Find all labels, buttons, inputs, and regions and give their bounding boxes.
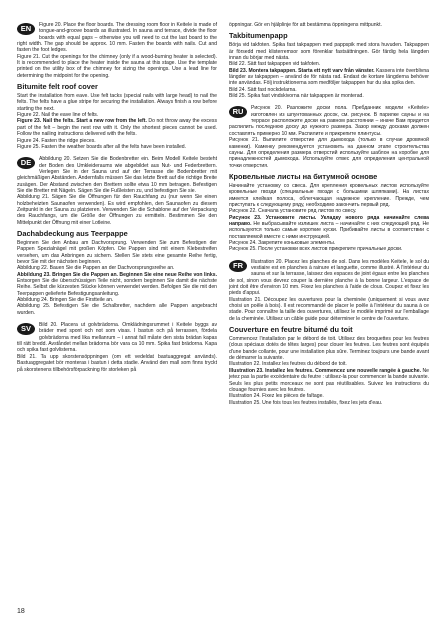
de-roof-body: Beginnen Sie den Anbau am Dachvorsprung. Verwenden Sie zum Befestigen der Pappen Spezialnägel mit großen Köpfen. Die Pappen sind mit einem Klebestreifen versehen, um das Anbringen zu sichern. Stellen Sie stets eine gesamte Reihe fertig, bevor Sie mit der nächsten beginnen. [17, 239, 217, 265]
sv-figure-21-continuation: öppningar. Gör en hjälplinje för att bestämma öppningens mittpunkt. [229, 22, 382, 28]
sv-figure-22-text: Bild 22. Sätt fast takpappen vid takfoten. [229, 61, 321, 68]
en-roof-body: Start the installation from eave. Use felt tacks (special nails with large head) to nail the felts. The felts have a glue stripe for securing the installation. Always finish a row before starting the next. [17, 93, 217, 112]
fr-figure-21-text: Illustration 21. Découpez les ouvertures pour la cheminée (uniquement si vous avez choisi un poêle à bois). Il est recommandé de placer le poêle à l'intérieur du sauna à ce stade. Pour connaître la taille des ouvertures, utilisez le modèle imprimé sur l'emballage de la cheminée. Utilisez un câble guide pour déterminer le centre de l'ouverture. [229, 296, 429, 322]
section-sv [17, 322, 217, 373]
language-badge-ru: RU [229, 106, 247, 118]
ru-figure-23-text [229, 215, 429, 240]
sv-figure-24-text: Bild 24. Sätt fast nockdelarna. [229, 86, 297, 93]
sv-figure-20-text: Bild 20. Placera ut golvbrädorna. Omklädningsrummet i Keitele byggs av bräder med spont och not som visas. I bastun och på terrassen, fördela golvbrädorna med lika mellanrum – i annat fall måste den sista brädan kapas till rätt bredd. Avståndet mellan brädorna bör vara ca 10 mm. Spika fast brädorna. Kapa och spika fast golvlisterna. [17, 322, 217, 354]
en-figure-21-text: Figure 21. Cut the openings for the chimney (only if a wood-burning heater is selected). It is recommended to place the heater inside the sauna at this stage. Use the template printed on the utility box of the chimney for sizing the openings. Use a lead line for determining the midpoint for the opening. [17, 53, 217, 79]
en-figure-25-text: Figure 25. Fasten the weather boards after all the felts have been installed. [17, 143, 187, 150]
de-figure-21-text: Abbildung 21. Sägen Sie die Öffnungen für den Rauchfang zu (nur wenn Sie einen holzbeheizten Saunaofen verwenden). Es wird empfohlen, den Saunaofen zu diesem Zeitpunkt in der Sauna zu platzieren. Verwenden Sie die Schablone auf der Verpackung des Rauchfangs, um die Größe der Öffnungen zu ermitteln. Bestimmen Sie den Mittelpunkt der Öffnung mit einer Lotleine. [17, 194, 217, 226]
ru-figure-22-text: Рисунок 22. Сначала установите ряд листов по свесу. [229, 208, 357, 215]
fr-figure-22-text: Illustration 22. Installez les feutres du débord de toit. [229, 361, 347, 368]
right-column [229, 22, 429, 412]
fr-figure-24-text: Illustration 24. Fixez les pièces de faîtage. [229, 393, 324, 400]
ru-figure-20-text: Рисунок 20. Разложите доски пола. Пребданник модели «Keitele» изготовлен из шпунтованных досок, см. рисунок. В парилке сауны и на террасе расположите доски на равном расстоянии – иначе Вам придется распилить последнюю доску до нужного размера. Зазор между досками должен составлять примерно 10 мм. Распилите и прикрепите плинтусы. [229, 105, 429, 137]
section-de [17, 156, 217, 316]
sv-figure-23-rest: Kassera inte överblivna längder av takpappen – använd de för nästa rad. Endast de kortare längderna behöver inte användas. Följ instruktionerna som medföljer takpappen hur du ska spika den. [229, 67, 429, 87]
ru-figure-24-text: Рисунок 24. Закрепите коньковые элементы. [229, 239, 336, 246]
de-figure-20-text: Abbildung 20. Setzen Sie die Bodenbretter ein. Beim Modell Keitele besteht der Boden des Umkleideraums wie abgebildet aus Nut- und Federbrettern. Verlegen Sie in der Sauna und auf der Terrasse die Bodenbretter mit gleichmäßigen Abständen. Andernfalls müssen Sie das letzte Brett auf die richtige Breite zusägen. Der Abstand zwischen den Brettern sollte etwa 10 mm betragen. Befestigen Sie die Bretter mit Nägeln. Sägen Sie die Fußleisten zu, und befestigen Sie sie. [17, 156, 217, 194]
fr-figure-20-text: Illustration 20. Placez les planches de sol. Dans les modèles Keitele, le sol du vestiaire est en planches à rainure et languette, comme illustré. À l'intérieur du sauna et sur la terrasse, laissez des espaces de joint égaux entre les planches de sol, sinon vous devrez couper la dernière planche à la bonne largeur. L'espace de joint doit être d'environ 10 mm. Fixez les planches à l'aide de clous. Coupez et fixez les pieds d'appui. [229, 258, 429, 297]
en-figure-23-rest: Do not throw away the excess part of the felt – begin the next row with it. Only the shortest pieces cannot be used. Follow the nailing instructions delivered with the felts. [17, 118, 217, 138]
de-figure-24-text: Abbildung 24. Bringen Sie die Firstteile an. [17, 297, 114, 304]
fr-roof-body: Commencez l'installation par le débord de toit. Utilisez des broquettes pour les feutres (clous spéciaux dotés de têtes larges) pour clouer les feutres. Les feutres sont équipés d'une bande collante, pour une installation plus sûre. Terminez toujours une bande avant de démarrer la suivante. [229, 336, 429, 362]
sv-heading-roof: Takbitumenpapp [229, 31, 288, 41]
sv-figure-25-text: Bild 25. Spika fast vindskivorna när takpappen är monterad. [229, 93, 364, 100]
de-figure-22-text: Abbildung 22. Bauen Sie die Pappen an der Dachvorsprungsreihe an. [17, 265, 175, 272]
en-figure-20-text: Figure 20. Place the floor boards. The dressing room floor in Keitele is made of tongue-and-groove boards as illustrated. In sauna and terrace, divide the floor boards with equal gaps – otherwise you will need to cut the last board to the right width. The gap should be approx. 10 mm. Fasten the boards with nails. Cut and fasten the foot ledges. [17, 22, 217, 54]
de-figure-25-text: Abbildung 25. Befestigen Sie die Schalbretter, nachdem alle Pappen angebracht wurden. [17, 303, 217, 316]
sv-roof-body: Börja vid takfoten. Spika fast takpappen med pappspik med stora huvuden. Takpappen är försedd med klisterremsor som förenklar fastsättningen. Gör färdig hela längden innan du börjar med nästa. [229, 42, 429, 62]
ru-figure-21-text: Рисунок 21. Выпилите отверстие для дымохода (только в случае дровяной каменки). Каменку рекомендуется установить на данном этапе строительства сауны. Для определения размера отверстий используйте шаблон на коробке для принадлежностей дымохода. Используйте отвес для определения центральной точки отверстия. [229, 137, 429, 169]
sv-figure-23-bold: Bild 23. Montera takpappen. Starta ett nytt varv från vänster. [229, 67, 375, 74]
section-fr [229, 259, 429, 406]
de-figure-23-bold: Abbildung 23. Bringen Sie die Pappen an. Beginnen Sie eine neue Reihe von links. [17, 271, 217, 278]
sv-figure-21-text: Bild 21. Ta upp skorstensöppningen (om ett vedeldat bastuaggregat används). Bastuaggregatet bör monteras i bastun i detta stadie. Använd den mall som finns tryckt på skorstenens tillbehörsförpackning för storleken på [17, 353, 217, 373]
ru-figure-23-bold: Рисунок 23. Установите листы. Укладку нового ряда начинайте слева направо. [229, 214, 429, 227]
en-figure-23-text [17, 118, 217, 137]
section-sv-continued [229, 22, 429, 99]
ru-figure-25-text: Рисунок 25. После установки всех листов прикрепите причальные доски. [229, 246, 403, 253]
ru-roof-body: Начинайте установку со свеса. Для крепления кровельных листов используйте кровельные гвозди (специальные гвозди с большими шляпками). На листах имеется клейкая полоса, облегчающая надежное крепление. Прежде, чем приступать к следующему ряду, необходимо закончить первый ряд. [229, 182, 429, 208]
fr-figure-23-text [229, 368, 429, 393]
section-en [17, 22, 217, 150]
language-badge-fr: FR [229, 260, 247, 272]
ru-figure-23-rest: Не выбрасывайте излишек листа – начинайте с них следующий ряд. Не используются только самые короткие куски. Прибивайте листы в соответствии с поставляемой вместе с ними инструкцией. [229, 220, 429, 240]
en-figure-23-bold: Figure 23. Nail the felts. Start a new row from the left. [17, 118, 147, 125]
language-badge-sv: SV [17, 323, 35, 335]
page-number: 18 [17, 608, 25, 615]
en-figure-22-text: Figure 22. Nail the eave line of felts. [17, 112, 99, 119]
en-heading-roof: Bitumite felt roof cover [17, 82, 98, 92]
fr-figure-25-text: Illustration 25. Une fois tous les feutres installés, fixez les jets d'eau. [229, 399, 383, 406]
fr-figure-23-rest: Ne jetez pas la partie excédentaire du feutre : utilisez-la pour commencer la bande suivante. Seuls les plus petits morceaux ne sont pas réutilisables. Suivez les instructions du clouage fournies avec les feutres. [229, 367, 429, 393]
de-figure-23-text [17, 272, 217, 297]
de-heading-roof: Dachabdeckung aus Teerpappe [17, 228, 128, 238]
left-column [17, 22, 217, 379]
language-badge-en: EN [17, 23, 35, 35]
fr-figure-23-bold: Illustration 23. Installez les feutres. Commencez une nouvelle rangée à gauche. [229, 367, 421, 374]
de-figure-23-rest: Entsorgen Sie die überschüssigen Teile nicht, sondern beginnen Sie damit die nächste Reihe. Selbst die kürzesten Stücke können verwendet werden. Befolgen Sie die mit den Teerpappen gelieferte Befestigungsanleitung. [17, 278, 217, 297]
en-figure-24-text: Figure 24. Fasten the ridge pieces. [17, 137, 96, 144]
sv-figure-23-text [229, 68, 429, 87]
language-badge-de: DE [17, 157, 35, 169]
section-ru [229, 105, 429, 252]
fr-heading-roof: Couverture en feutre bitumé du toit [229, 325, 353, 335]
ru-heading-roof: Кровельные листы на битумной основе [229, 171, 378, 181]
